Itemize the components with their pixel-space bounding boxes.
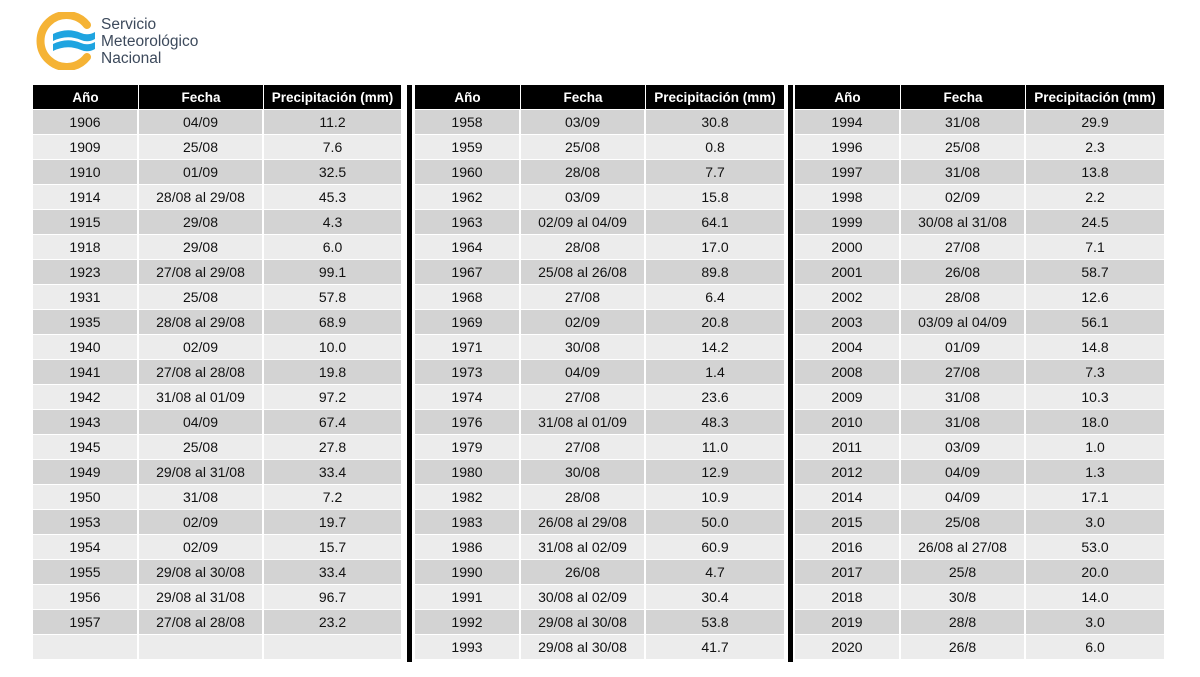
table-row <box>33 584 401 609</box>
cell-precipitation: 15.7 <box>264 534 401 559</box>
cell-date: 02/09 <box>901 184 1026 209</box>
table-row <box>415 509 784 534</box>
cell-precipitation <box>264 634 401 659</box>
cell-year: 1960 <box>415 159 521 184</box>
column-divider <box>407 85 412 662</box>
table-row <box>415 334 784 359</box>
cell-year: 1941 <box>33 359 139 384</box>
cell-precipitation: 15.8 <box>646 184 784 209</box>
cell-year: 1974 <box>415 384 521 409</box>
cell-date: 28/08 <box>521 159 646 184</box>
table-row <box>795 184 1164 209</box>
cell-date: 29/08 <box>139 209 264 234</box>
cell-date: 03/09 <box>521 184 646 209</box>
table-row <box>795 534 1164 559</box>
cell-year: 1992 <box>415 609 521 634</box>
table-row <box>795 609 1164 634</box>
table-row <box>415 609 784 634</box>
cell-precipitation: 68.9 <box>264 309 401 334</box>
cell-year: 1968 <box>415 284 521 309</box>
cell-precipitation: 19.8 <box>264 359 401 384</box>
cell-precipitation: 12.9 <box>646 459 784 484</box>
table-row <box>33 509 401 534</box>
table-row <box>795 584 1164 609</box>
table-row <box>795 259 1164 284</box>
cell-date: 27/08 <box>521 434 646 459</box>
table-row <box>33 359 401 384</box>
cell-date: 02/09 al 04/09 <box>521 209 646 234</box>
column-divider <box>788 85 793 662</box>
table-row <box>795 509 1164 534</box>
cell-year: 1971 <box>415 334 521 359</box>
cell-date: 25/8 <box>901 559 1026 584</box>
table-row <box>33 159 401 184</box>
cell-year: 1993 <box>415 634 521 659</box>
cell-date: 31/08 <box>901 109 1026 134</box>
cell-precipitation: 99.1 <box>264 259 401 284</box>
table-row <box>795 484 1164 509</box>
table-row <box>415 584 784 609</box>
table-row <box>415 384 784 409</box>
cell-year: 1962 <box>415 184 521 209</box>
cell-date: 29/08 <box>139 234 264 259</box>
cell-date: 02/09 <box>139 334 264 359</box>
cell-date: 01/09 <box>901 334 1026 359</box>
cell-date: 28/08 <box>901 284 1026 309</box>
cell-year: 2018 <box>795 584 901 609</box>
cell-precipitation: 45.3 <box>264 184 401 209</box>
cell-year: 1915 <box>33 209 139 234</box>
cell-year: 2016 <box>795 534 901 559</box>
cell-precipitation: 29.9 <box>1026 109 1164 134</box>
table-row <box>795 559 1164 584</box>
cell-date: 29/08 al 30/08 <box>139 559 264 584</box>
cell-precipitation: 17.0 <box>646 234 784 259</box>
cell-precipitation: 7.2 <box>264 484 401 509</box>
cell-year: 1994 <box>795 109 901 134</box>
cell-date: 26/08 <box>901 259 1026 284</box>
cell-date: 27/08 <box>521 384 646 409</box>
cell-precipitation: 11.2 <box>264 109 401 134</box>
header-year: Año <box>415 85 521 109</box>
cell-precipitation: 6.0 <box>264 234 401 259</box>
table-row <box>415 234 784 259</box>
cell-year: 2004 <box>795 334 901 359</box>
cell-precipitation: 58.7 <box>1026 259 1164 284</box>
cell-year: 1918 <box>33 234 139 259</box>
table-row <box>795 309 1164 334</box>
cell-precipitation: 1.3 <box>1026 459 1164 484</box>
cell-precipitation: 48.3 <box>646 409 784 434</box>
smn-emblem-icon <box>33 12 95 70</box>
cell-year: 1959 <box>415 134 521 159</box>
header-date: Fecha <box>901 85 1026 109</box>
table-row <box>415 484 784 509</box>
cell-date: 27/08 <box>901 234 1026 259</box>
cell-precipitation: 33.4 <box>264 559 401 584</box>
cell-year <box>33 634 139 659</box>
header-precipitation: Precipitación (mm) <box>646 85 784 109</box>
cell-precipitation: 3.0 <box>1026 509 1164 534</box>
cell-precipitation: 10.9 <box>646 484 784 509</box>
cell-year: 1923 <box>33 259 139 284</box>
table-row <box>795 284 1164 309</box>
table-row <box>33 409 401 434</box>
cell-date: 29/08 al 31/08 <box>139 584 264 609</box>
cell-precipitation: 4.7 <box>646 559 784 584</box>
table-row <box>33 634 401 659</box>
table-row <box>33 259 401 284</box>
cell-precipitation: 24.5 <box>1026 209 1164 234</box>
cell-year: 1990 <box>415 559 521 584</box>
precipitation-table <box>33 85 401 659</box>
cell-precipitation: 20.8 <box>646 309 784 334</box>
cell-year: 1942 <box>33 384 139 409</box>
cell-date: 30/08 <box>521 459 646 484</box>
cell-precipitation: 12.6 <box>1026 284 1164 309</box>
table-row <box>795 334 1164 359</box>
cell-date: 31/08 <box>901 384 1026 409</box>
cell-year: 1999 <box>795 209 901 234</box>
cell-date: 30/08 al 02/09 <box>521 584 646 609</box>
cell-precipitation: 19.7 <box>264 509 401 534</box>
table-row <box>415 284 784 309</box>
cell-precipitation: 3.0 <box>1026 609 1164 634</box>
cell-precipitation: 0.8 <box>646 134 784 159</box>
table-row <box>795 459 1164 484</box>
cell-precipitation: 4.3 <box>264 209 401 234</box>
table-row <box>795 359 1164 384</box>
cell-date: 04/09 <box>901 459 1026 484</box>
cell-precipitation: 11.0 <box>646 434 784 459</box>
cell-year: 1949 <box>33 459 139 484</box>
cell-date <box>139 634 264 659</box>
cell-year: 1958 <box>415 109 521 134</box>
table-row <box>795 409 1164 434</box>
cell-date: 27/08 al 28/08 <box>139 359 264 384</box>
cell-year: 2002 <box>795 284 901 309</box>
cell-date: 31/08 <box>901 159 1026 184</box>
cell-date: 25/08 <box>139 134 264 159</box>
cell-date: 30/08 <box>521 334 646 359</box>
precipitation-table <box>415 85 784 659</box>
cell-date: 04/09 <box>521 359 646 384</box>
table-row <box>33 534 401 559</box>
cell-precipitation: 53.8 <box>646 609 784 634</box>
cell-precipitation: 56.1 <box>1026 309 1164 334</box>
cell-date: 25/08 <box>139 434 264 459</box>
table-row <box>795 159 1164 184</box>
cell-year: 1957 <box>33 609 139 634</box>
cell-precipitation: 23.2 <box>264 609 401 634</box>
cell-precipitation: 17.1 <box>1026 484 1164 509</box>
cell-date: 28/08 <box>521 484 646 509</box>
cell-date: 29/08 al 30/08 <box>521 634 646 659</box>
cell-year: 2014 <box>795 484 901 509</box>
cell-precipitation: 2.3 <box>1026 134 1164 159</box>
cell-precipitation: 1.4 <box>646 359 784 384</box>
table-row <box>415 409 784 434</box>
cell-year: 1964 <box>415 234 521 259</box>
cell-year: 1943 <box>33 409 139 434</box>
cell-year: 1996 <box>795 134 901 159</box>
smn-logo <box>33 12 198 70</box>
cell-date: 04/09 <box>139 409 264 434</box>
cell-precipitation: 96.7 <box>264 584 401 609</box>
cell-date: 31/08 <box>901 409 1026 434</box>
cell-precipitation: 2.2 <box>1026 184 1164 209</box>
table-row <box>795 109 1164 134</box>
cell-year: 1982 <box>415 484 521 509</box>
header-date: Fecha <box>521 85 646 109</box>
cell-date: 31/08 <box>139 484 264 509</box>
table-row <box>415 184 784 209</box>
cell-year: 1909 <box>33 134 139 159</box>
table-row <box>415 534 784 559</box>
cell-precipitation: 13.8 <box>1026 159 1164 184</box>
cell-date: 03/09 al 04/09 <box>901 309 1026 334</box>
cell-year: 2003 <box>795 309 901 334</box>
cell-precipitation: 50.0 <box>646 509 784 534</box>
cell-year: 1963 <box>415 209 521 234</box>
table-row <box>33 134 401 159</box>
table-header-row <box>415 85 784 109</box>
table-row <box>795 134 1164 159</box>
table-row <box>795 384 1164 409</box>
cell-year: 2008 <box>795 359 901 384</box>
cell-year: 1956 <box>33 584 139 609</box>
cell-precipitation: 64.1 <box>646 209 784 234</box>
cell-precipitation: 14.2 <box>646 334 784 359</box>
cell-year: 2010 <box>795 409 901 434</box>
table-row <box>33 559 401 584</box>
precipitation-table-block-2 <box>415 85 784 659</box>
cell-year: 1973 <box>415 359 521 384</box>
cell-date: 25/08 al 26/08 <box>521 259 646 284</box>
table-row <box>415 109 784 134</box>
cell-year: 1914 <box>33 184 139 209</box>
cell-year: 1954 <box>33 534 139 559</box>
table-row <box>415 634 784 659</box>
cell-year: 1945 <box>33 434 139 459</box>
cell-precipitation: 41.7 <box>646 634 784 659</box>
table-row <box>795 234 1164 259</box>
header-precipitation: Precipitación (mm) <box>1026 85 1164 109</box>
cell-date: 25/08 <box>901 509 1026 534</box>
cell-year: 1991 <box>415 584 521 609</box>
cell-year: 2019 <box>795 609 901 634</box>
table-row <box>415 434 784 459</box>
cell-precipitation: 27.8 <box>264 434 401 459</box>
table-row <box>33 234 401 259</box>
table-row <box>33 209 401 234</box>
cell-year: 1980 <box>415 459 521 484</box>
cell-year: 2012 <box>795 459 901 484</box>
cell-date: 02/09 <box>139 534 264 559</box>
cell-precipitation: 60.9 <box>646 534 784 559</box>
cell-precipitation: 6.0 <box>1026 634 1164 659</box>
cell-date: 28/8 <box>901 609 1026 634</box>
cell-year: 1997 <box>795 159 901 184</box>
logo-line-3: Nacional <box>101 49 162 67</box>
cell-precipitation: 53.0 <box>1026 534 1164 559</box>
cell-precipitation: 10.0 <box>264 334 401 359</box>
cell-precipitation: 14.8 <box>1026 334 1164 359</box>
precipitation-table-block-1 <box>33 85 401 659</box>
table-row <box>33 384 401 409</box>
cell-year: 1953 <box>33 509 139 534</box>
header-date: Fecha <box>139 85 264 109</box>
cell-date: 26/08 <box>521 559 646 584</box>
cell-date: 28/08 al 29/08 <box>139 309 264 334</box>
table-row <box>415 559 784 584</box>
cell-precipitation: 7.1 <box>1026 234 1164 259</box>
logo-wordmark <box>101 16 198 67</box>
header-year: Año <box>795 85 901 109</box>
cell-year: 1969 <box>415 309 521 334</box>
table-row <box>33 609 401 634</box>
cell-date: 27/08 <box>521 284 646 309</box>
cell-year: 1983 <box>415 509 521 534</box>
cell-date: 26/8 <box>901 634 1026 659</box>
logo-line-1: Servicio <box>101 15 157 33</box>
table-row <box>33 434 401 459</box>
cell-precipitation: 14.0 <box>1026 584 1164 609</box>
cell-precipitation: 10.3 <box>1026 384 1164 409</box>
cell-date: 27/08 <box>901 359 1026 384</box>
cell-precipitation: 33.4 <box>264 459 401 484</box>
cell-year: 1940 <box>33 334 139 359</box>
header-precipitation: Precipitación (mm) <box>264 85 401 109</box>
header-year: Año <box>33 85 139 109</box>
cell-precipitation: 30.8 <box>646 109 784 134</box>
cell-year: 1935 <box>33 309 139 334</box>
cell-year: 1986 <box>415 534 521 559</box>
cell-date: 25/08 <box>521 134 646 159</box>
table-row <box>415 159 784 184</box>
cell-date: 25/08 <box>139 284 264 309</box>
cell-date: 02/09 <box>139 509 264 534</box>
cell-date: 03/09 <box>521 109 646 134</box>
cell-year: 1906 <box>33 109 139 134</box>
cell-precipitation: 97.2 <box>264 384 401 409</box>
logo-line-2: Meteorológico <box>101 32 199 50</box>
cell-year: 1950 <box>33 484 139 509</box>
table-header-row <box>795 85 1164 109</box>
table-row <box>415 309 784 334</box>
cell-precipitation: 67.4 <box>264 409 401 434</box>
cell-date: 31/08 al 02/09 <box>521 534 646 559</box>
cell-date: 26/08 al 27/08 <box>901 534 1026 559</box>
cell-precipitation: 7.7 <box>646 159 784 184</box>
cell-precipitation: 30.4 <box>646 584 784 609</box>
cell-precipitation: 18.0 <box>1026 409 1164 434</box>
cell-precipitation: 20.0 <box>1026 559 1164 584</box>
cell-date: 02/09 <box>521 309 646 334</box>
cell-year: 1976 <box>415 409 521 434</box>
cell-date: 31/08 al 01/09 <box>521 409 646 434</box>
cell-date: 31/08 al 01/09 <box>139 384 264 409</box>
table-row <box>33 109 401 134</box>
cell-year: 2017 <box>795 559 901 584</box>
cell-precipitation: 57.8 <box>264 284 401 309</box>
cell-date: 04/09 <box>901 484 1026 509</box>
cell-year: 2020 <box>795 634 901 659</box>
cell-date: 29/08 al 31/08 <box>139 459 264 484</box>
cell-precipitation: 1.0 <box>1026 434 1164 459</box>
cell-date: 25/08 <box>901 134 1026 159</box>
cell-year: 2009 <box>795 384 901 409</box>
cell-date: 28/08 <box>521 234 646 259</box>
cell-year: 1955 <box>33 559 139 584</box>
cell-year: 1998 <box>795 184 901 209</box>
table-row <box>33 184 401 209</box>
cell-year: 1967 <box>415 259 521 284</box>
cell-date: 04/09 <box>139 109 264 134</box>
cell-date: 30/08 al 31/08 <box>901 209 1026 234</box>
cell-date: 28/08 al 29/08 <box>139 184 264 209</box>
table-row <box>415 209 784 234</box>
table-row <box>415 134 784 159</box>
precipitation-table-block-3 <box>795 85 1164 659</box>
table-header-row <box>33 85 401 109</box>
cell-date: 27/08 al 29/08 <box>139 259 264 284</box>
table-row <box>415 459 784 484</box>
table-row <box>795 209 1164 234</box>
cell-precipitation: 6.4 <box>646 284 784 309</box>
cell-year: 2011 <box>795 434 901 459</box>
table-row <box>795 434 1164 459</box>
cell-date: 26/08 al 29/08 <box>521 509 646 534</box>
table-row <box>795 634 1164 659</box>
cell-precipitation: 89.8 <box>646 259 784 284</box>
table-row <box>33 309 401 334</box>
cell-date: 27/08 al 28/08 <box>139 609 264 634</box>
table-row <box>33 459 401 484</box>
cell-date: 30/8 <box>901 584 1026 609</box>
cell-year: 2001 <box>795 259 901 284</box>
table-row <box>33 334 401 359</box>
cell-year: 1931 <box>33 284 139 309</box>
precipitation-table <box>795 85 1164 659</box>
cell-precipitation: 7.6 <box>264 134 401 159</box>
cell-precipitation: 23.6 <box>646 384 784 409</box>
cell-precipitation: 7.3 <box>1026 359 1164 384</box>
cell-year: 2000 <box>795 234 901 259</box>
cell-precipitation: 32.5 <box>264 159 401 184</box>
cell-year: 2015 <box>795 509 901 534</box>
table-row <box>33 484 401 509</box>
cell-date: 01/09 <box>139 159 264 184</box>
cell-date: 29/08 al 30/08 <box>521 609 646 634</box>
cell-year: 1979 <box>415 434 521 459</box>
cell-date: 03/09 <box>901 434 1026 459</box>
table-row <box>415 359 784 384</box>
cell-year: 1910 <box>33 159 139 184</box>
table-row <box>415 259 784 284</box>
table-row <box>33 284 401 309</box>
